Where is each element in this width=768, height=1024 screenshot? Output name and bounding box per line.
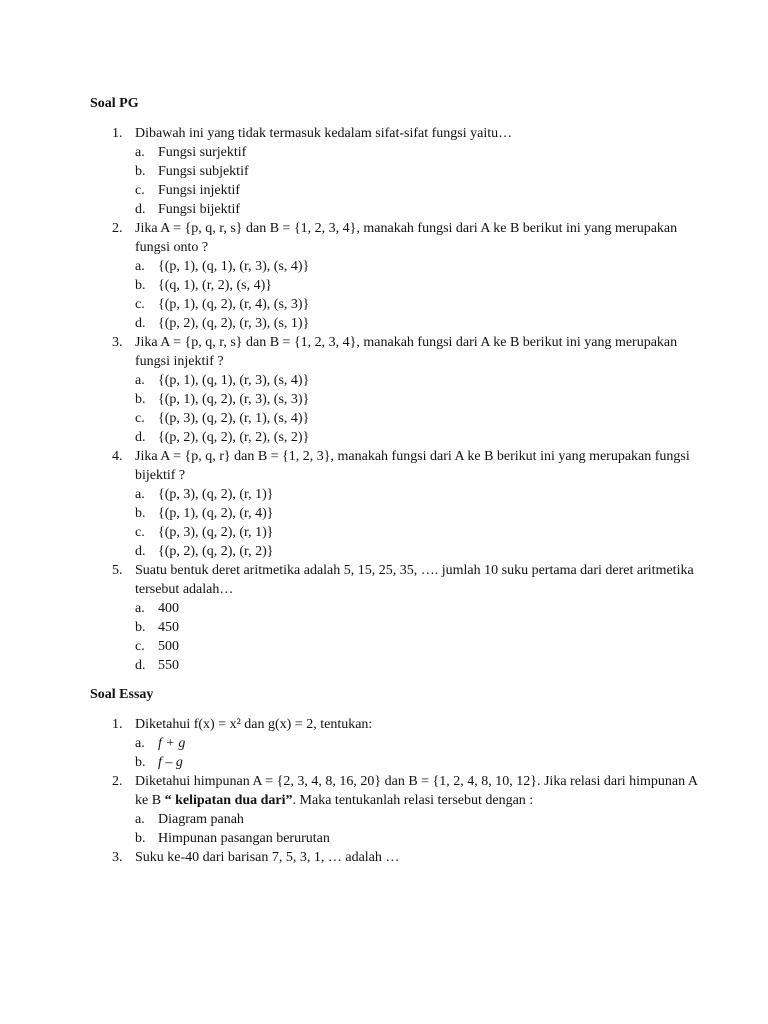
- question-text: [135, 772, 708, 810]
- option-text: {(p, 3), (q, 2), (r, 1), (s, 4)}: [158, 411, 310, 426]
- option-letter: b.: [135, 831, 146, 846]
- question-number: 2.: [112, 774, 123, 789]
- option: [135, 390, 708, 409]
- question-text-part: Diketahui himpunan A = {2, 3, 4, 8, 16, 20} dan B = {1, 2, 4, 8, 10, 12}. Jika relasi dari himpunan A ke B: [135, 774, 698, 808]
- option: [135, 181, 708, 200]
- option-letter: a.: [135, 373, 145, 388]
- option-letter: b.: [135, 164, 146, 179]
- option-text: Fungsi subjektif: [158, 164, 249, 179]
- pg-question: [90, 219, 708, 333]
- option: [135, 428, 708, 447]
- option-text: 450: [158, 620, 179, 635]
- option: [135, 637, 708, 656]
- option: [135, 618, 708, 637]
- option: [135, 409, 708, 428]
- option-text: 500: [158, 639, 179, 654]
- pg-question: [90, 561, 708, 675]
- option-text: {(p, 1), (q, 2), (r, 3), (s, 3)}: [158, 392, 310, 407]
- question-text: Jika A = {p, q, r} dan B = {1, 2, 3}, manakah fungsi dari A ke B berikut ini yang merupakan fungsi bijektif ?: [135, 449, 690, 483]
- option-letter: c.: [135, 639, 145, 654]
- option-text: Fungsi bijektif: [158, 202, 241, 217]
- option: [135, 829, 708, 848]
- option-text: {(p, 1), (q, 2), (r, 4)}: [158, 506, 274, 521]
- option-text: Fungsi surjektif: [158, 145, 247, 160]
- question-number: 1.: [112, 126, 123, 141]
- option-list: [135, 257, 708, 333]
- option-text: {(p, 1), (q, 1), (r, 3), (s, 4)}: [158, 373, 310, 388]
- pg-question: [90, 447, 708, 561]
- option-letter: b.: [135, 755, 146, 770]
- option: [135, 504, 708, 523]
- section-title-pg: Soal PG: [90, 96, 139, 111]
- option: [135, 257, 708, 276]
- option-letter: c.: [135, 411, 145, 426]
- option-text: Fungsi injektif: [158, 183, 241, 198]
- option: [135, 810, 708, 829]
- pg-question: [90, 333, 708, 447]
- question-number: 5.: [112, 563, 123, 578]
- option-letter: d.: [135, 430, 146, 445]
- option-text: {(p, 1), (q, 1), (r, 3), (s, 4)}: [158, 259, 310, 274]
- option-letter: a.: [135, 812, 145, 827]
- essay-question: [90, 715, 708, 772]
- option: [135, 485, 708, 504]
- essay-question-list: [90, 715, 708, 867]
- option-list: [135, 810, 708, 848]
- option-letter: a.: [135, 145, 145, 160]
- pg-question: [90, 124, 708, 219]
- option: [135, 734, 708, 753]
- option-letter: a.: [135, 259, 145, 274]
- option-letter: b.: [135, 620, 146, 635]
- option-letter: b.: [135, 278, 146, 293]
- option-letter: c.: [135, 525, 145, 540]
- essay-question: [90, 848, 708, 867]
- pg-question-list: [90, 124, 708, 675]
- option: [135, 162, 708, 181]
- question-text: Suku ke-40 dari barisan 7, 5, 3, 1, … adalah …: [135, 850, 400, 865]
- option-text: {(p, 2), (q, 2), (r, 2), (s, 2)}: [158, 430, 310, 445]
- question-text: Jika A = {p, q, r, s} dan B = {1, 2, 3, 4}, manakah fungsi dari A ke B berikut ini yang merupakan fungsi onto ?: [135, 221, 678, 255]
- question-number: 3.: [112, 850, 123, 865]
- option: [135, 314, 708, 333]
- option-list: [135, 599, 708, 675]
- option: [135, 656, 708, 675]
- option-letter: d.: [135, 544, 146, 559]
- option: [135, 599, 708, 618]
- question-number: 3.: [112, 335, 123, 350]
- option-letter: c.: [135, 297, 145, 312]
- option-text: {(q, 1), (r, 2), (s, 4)}: [158, 278, 272, 293]
- option-letter: a.: [135, 601, 145, 616]
- option-letter: a.: [135, 487, 145, 502]
- question-text: Jika A = {p, q, r, s} dan B = {1, 2, 3, 4}, manakah fungsi dari A ke B berikut ini yang merupakan fungsi injektif ?: [135, 335, 678, 369]
- option-letter: d.: [135, 202, 146, 217]
- option: [135, 143, 708, 162]
- option-text: 400: [158, 601, 179, 616]
- emphasis-text: “ kelipatan dua dari”: [164, 793, 293, 808]
- option: [135, 753, 708, 772]
- question-number: 4.: [112, 449, 123, 464]
- option: [135, 542, 708, 561]
- option-text: {(p, 2), (q, 2), (r, 3), (s, 1)}: [158, 316, 310, 331]
- option-list: [135, 485, 708, 561]
- option-letter: b.: [135, 392, 146, 407]
- option-text: {(p, 3), (q, 2), (r, 1)}: [158, 487, 274, 502]
- option-letter: d.: [135, 658, 146, 673]
- option: [135, 295, 708, 314]
- question-text-part: . Maka tentukanlah relasi tersebut dengan :: [292, 793, 534, 808]
- option: [135, 200, 708, 219]
- option-text: {(p, 2), (q, 2), (r, 2)}: [158, 544, 274, 559]
- option-text: {(p, 1), (q, 2), (r, 4), (s, 3)}: [158, 297, 310, 312]
- option-letter: b.: [135, 506, 146, 521]
- option-letter: a.: [135, 736, 145, 751]
- option-text: f + g: [158, 736, 186, 751]
- question-number: 2.: [112, 221, 123, 236]
- question-text: Diketahui f(x) = x² dan g(x) = 2, tentukan:: [135, 717, 373, 732]
- essay-question: [90, 772, 708, 848]
- option-list: [135, 143, 708, 219]
- option-text: Himpunan pasangan berurutan: [158, 831, 330, 846]
- question-text: Dibawah ini yang tidak termasuk kedalam sifat-sifat fungsi yaitu…: [135, 126, 513, 141]
- option: [135, 371, 708, 390]
- option-list: [135, 371, 708, 447]
- option-text: {(p, 3), (q, 2), (r, 1)}: [158, 525, 274, 540]
- option: [135, 523, 708, 542]
- option-letter: d.: [135, 316, 146, 331]
- option-text: f – g: [158, 755, 183, 770]
- option-list: [135, 734, 708, 772]
- section-title-essay: Soal Essay: [90, 687, 154, 702]
- option-text: 550: [158, 658, 179, 673]
- question-number: 1.: [112, 717, 123, 732]
- question-text: Suatu bentuk deret aritmetika adalah 5, 15, 25, 35, …. jumlah 10 suku pertama dari deret aritmetika tersebut adalah…: [135, 563, 694, 597]
- option: [135, 276, 708, 295]
- option-letter: c.: [135, 183, 145, 198]
- option-text: Diagram panah: [158, 812, 244, 827]
